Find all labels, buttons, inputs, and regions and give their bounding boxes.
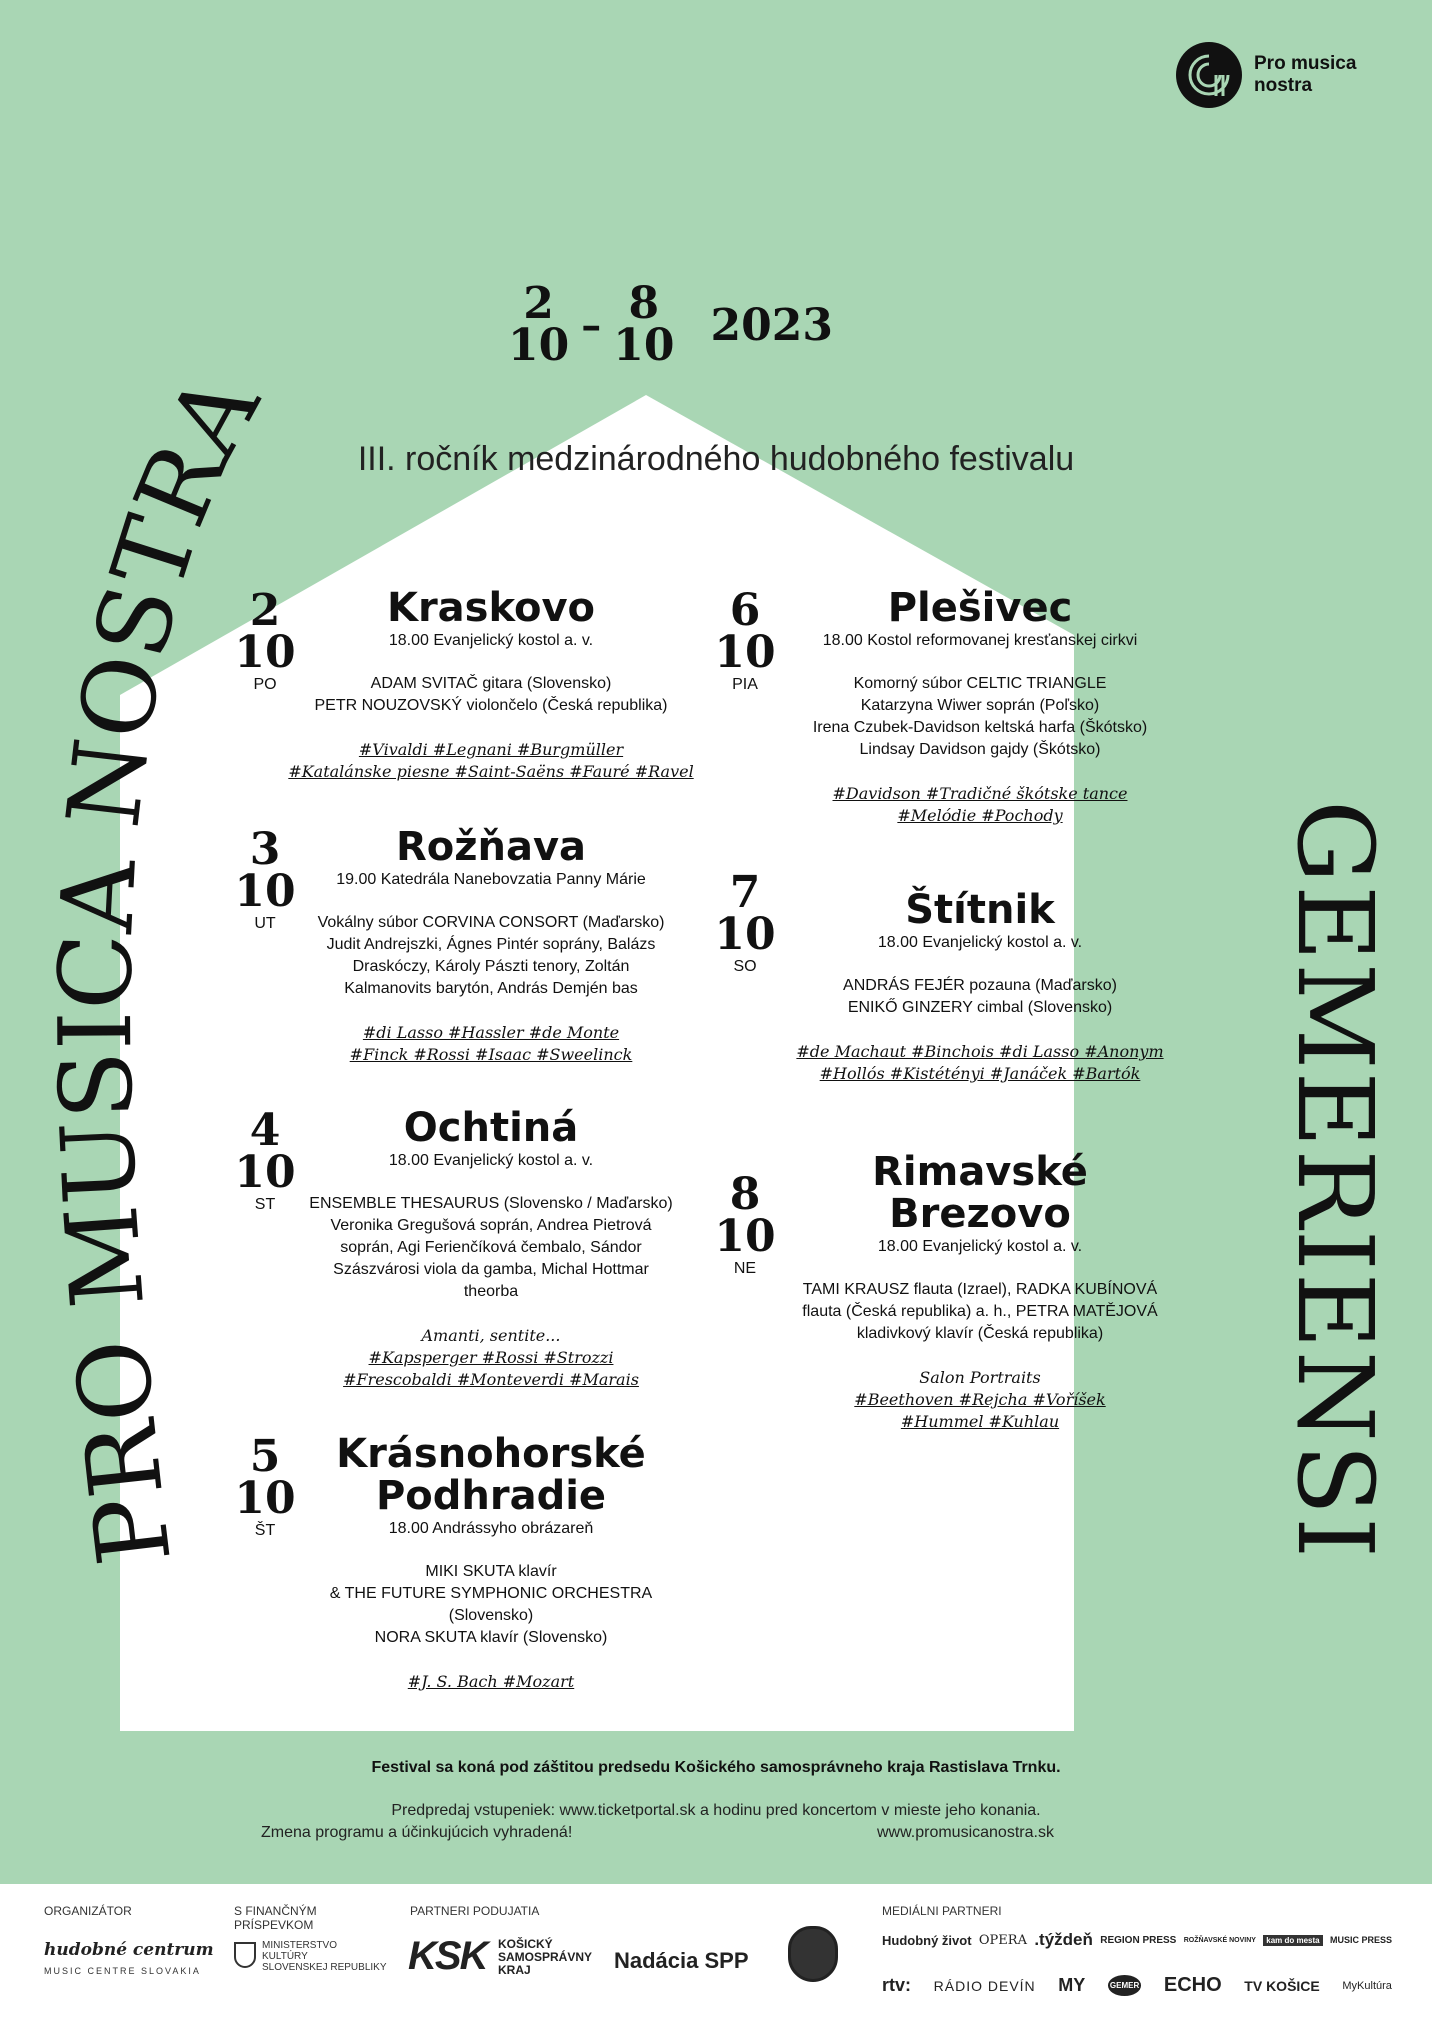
performer-line: PETR NOUZOVSKÝ violončelo (Česká republika) (314, 697, 668, 714)
event-place: Krásnohorské Podhradie (336, 1431, 646, 1519)
event-date (710, 1169, 780, 1279)
media-logo: GEMER (1108, 1975, 1141, 1996)
event-plesivec (714, 585, 1190, 827)
media-logo: RÁDIO DEVÍN (933, 1977, 1036, 1994)
media-logo: rtv: (882, 1975, 912, 1995)
event-place: Štítnik (905, 887, 1055, 933)
day: 4 (249, 1105, 281, 1156)
program-title: Amanti, sentite... (421, 1326, 561, 1345)
start-day: 2 (523, 278, 554, 329)
performer-line: Lindsay Davidson gajdy (Škótsko) (859, 741, 1101, 758)
performer-line: Kalmanovits barytón, András Demjén bas (344, 980, 638, 997)
performer-line: & THE FUTURE SYMPHONIC ORCHESTRA (329, 1585, 653, 1602)
patronage-note: Festival sa koná pod záštitou predsedu Košického samosprávneho kraja Rastislava Trnku. (371, 1759, 1061, 1776)
event-time: 18.00 Evanjelický kostol a. v. (388, 1152, 594, 1169)
performer-line: (Slovensko) (448, 1607, 534, 1624)
presale-note: Predpredaj vstupeniek: www.ticketportal.sk a hodinu pred koncertom v mieste jeho konania. (391, 1802, 1041, 1819)
peugeot-lion-icon (788, 1926, 838, 1982)
organizer-logo: hudobné centrum (44, 1940, 214, 1960)
weekday: NE (733, 1260, 757, 1277)
weekday: ST (254, 1196, 276, 1213)
start-date (508, 278, 570, 371)
media-label: MEDIÁLNI PARTNERI (882, 1904, 1002, 1918)
slovak-coat-of-arms-icon (234, 1942, 256, 1968)
tag-line: #Frescobaldi #Monteverdi #Marais (343, 1370, 639, 1389)
event-date (710, 867, 780, 977)
performer-line: ENSEMBLE THESAURUS (Slovensko / Maďarsko) (309, 1195, 673, 1212)
month: 10 (234, 866, 296, 917)
media-row-1 (882, 1930, 1392, 1950)
weekday: ŠT (254, 1522, 276, 1539)
performer-line: ADAM SVITAČ gitara (Slovensko) (370, 675, 612, 692)
partners-label: PARTNERI PODUJATIA (410, 1904, 540, 1918)
logo-line2: nostra (1254, 75, 1313, 96)
tag-line: #Vivaldi #Legnani #Burgmüller (358, 740, 624, 759)
performer-line: flauta (Česká republika) a. h., PETRA MATĚJOVÁ (802, 1303, 1158, 1320)
organizer-sub: MUSIC CENTRE SLOVAKIA (44, 1966, 201, 1976)
day: 6 (729, 585, 761, 636)
media-logo: ROŽŇAVSKÉ NOVINY (1183, 1936, 1256, 1944)
program-title: Salon Portraits (919, 1368, 1041, 1387)
performer-line: Judit Andrejszki, Ágnes Pintér soprány, Balázs (326, 936, 656, 953)
ksk-text: KOŠICKÝ SAMOSPRÁVNY KRAJ (498, 1937, 593, 1977)
arc-title-text: PRO MUSICA NOSTRA (36, 354, 283, 1572)
weekday: SO (733, 958, 757, 975)
event-time: 18.00 Evanjelický kostol a. v. (877, 1238, 1083, 1255)
media-logo: MUSIC PRESS (1329, 1935, 1392, 1945)
weekday: PIA (732, 676, 758, 693)
event-krasnohorske-podhradie (234, 1431, 696, 1693)
tag-line: #Davidson #Tradičné škótske tance (832, 784, 1128, 803)
performer-line: Veronika Gregušová soprán, Andrea Pietrová (330, 1217, 652, 1234)
side-title-text: GEMERIENSI (1274, 799, 1396, 1561)
event-time: 19.00 Katedrála Nanebovzatia Panny Márie (336, 871, 646, 888)
start-month: 10 (508, 320, 570, 371)
ministry-logo: MINISTERSTVO KULTÚRY SLOVENSKEJ REPUBLIKY (262, 1940, 387, 1973)
date-dash: – (581, 301, 602, 349)
end-month: 10 (613, 320, 675, 371)
media-logo: Hudobný život (882, 1932, 972, 1948)
performer-line: NORA SKUTA klavír (Slovensko) (374, 1629, 608, 1646)
tag-line: #de Machaut #Binchois #di Lasso #Anonym (796, 1042, 1164, 1061)
performer-line: Irena Czubek-Davidson keltská harfa (Škótsko) (812, 719, 1148, 736)
organizer-label: ORGANIZÁTOR (44, 1904, 132, 1918)
event-place: Ochtiná (403, 1105, 579, 1151)
performer-line: soprán, Agi Ferienčíková čembalo, Sándor (340, 1239, 642, 1256)
media-row-2 (882, 1974, 1392, 1997)
event-time: 18.00 Evanjelický kostol a. v. (388, 632, 594, 649)
event-date (710, 585, 780, 695)
support-label: S FINANČNÝM PRÍSPEVKOM (234, 1904, 317, 1932)
tag-line: #di Lasso #Hassler #de Monte (362, 1023, 620, 1042)
media-logo: MyKultúra (1342, 1979, 1392, 1992)
media-logo: kam do mesta (1263, 1935, 1322, 1946)
day: 8 (729, 1169, 761, 1220)
tag-line: #Hummel #Kuhlau (900, 1412, 1060, 1431)
logo-mark-icon (1176, 42, 1242, 108)
performer-line: Draskóczy, Károly Pászti tenory, Zoltán (352, 958, 630, 975)
logo-line1: Pro musica (1254, 53, 1357, 74)
month: 10 (234, 1147, 296, 1198)
event-kraskovo (234, 585, 696, 783)
media-logo: MY (1058, 1975, 1086, 1995)
day: 3 (249, 824, 281, 875)
year: 2023 (710, 299, 833, 351)
tag-line: #Melódie #Pochody (897, 806, 1063, 825)
website-link[interactable]: www.promusicanostra.sk (877, 1824, 1054, 1841)
event-time: 18.00 Andrássyho obrázareň (388, 1520, 594, 1537)
tag-line: #Finck #Rossi #Isaac #Sweelinck (349, 1045, 633, 1064)
end-date (613, 278, 675, 371)
event-stitnik (714, 867, 1190, 1085)
media-logo: TV KOŠICE (1244, 1977, 1320, 1994)
day: 7 (729, 867, 761, 918)
event-place: Rožňava (395, 824, 587, 870)
performer-line: ANDRÁS FEJÉR pozauna (Maďarsko) (843, 977, 1117, 994)
event-place: Kraskovo (386, 585, 596, 631)
event-time: 18.00 Kostol reformovanej kresťanskej cirkvi (822, 632, 1138, 649)
day: 2 (249, 585, 281, 636)
event-rimavske-brezovo (714, 1149, 1190, 1433)
tag-line: #Kapsperger #Rossi #Strozzi (368, 1348, 614, 1367)
partners-bar (0, 1884, 1432, 2024)
media-logo: .týždeň (1034, 1930, 1093, 1949)
tag-line: #Katalánske piesne #Saint-Saëns #Fauré #Ravel (288, 762, 694, 781)
performer-line: Vokálny súbor CORVINA CONSORT (Maďarsko) (317, 914, 665, 931)
event-place: Rimavské Brezovo (872, 1149, 1088, 1237)
performer-line: Komorný súbor CELTIC TRIANGLE (853, 675, 1107, 692)
spp-foundation-logo: Nadácia SPP (614, 1948, 749, 1973)
tag-line: #J. S. Bach #Mozart (407, 1672, 575, 1691)
month: 10 (234, 1473, 296, 1524)
side-title (1270, 690, 1400, 1670)
month: 10 (714, 1211, 776, 1262)
media-logo: OPERA (978, 1932, 1027, 1948)
event-time: 18.00 Evanjelický kostol a. v. (877, 934, 1083, 951)
media-logo: REGION PRESS (1100, 1934, 1177, 1946)
end-day: 8 (628, 278, 660, 329)
event-roznava (234, 824, 696, 1066)
event-date (230, 824, 300, 934)
tag-line: #Hollós #Kistétényi #Janáček #Bartók (819, 1064, 1141, 1083)
festival-dates (508, 278, 833, 371)
performer-line: theorba (463, 1283, 519, 1300)
festival-logo (1176, 42, 1356, 108)
weekday: UT (254, 915, 276, 932)
performer-line: MIKI SKUTA klavír (425, 1563, 557, 1580)
day: 5 (249, 1431, 281, 1482)
event-date (230, 1431, 300, 1541)
performer-line: Szászvárosi viola da gamba, Michal Hottmar (333, 1261, 649, 1278)
event-date (230, 1105, 300, 1215)
media-logo: ECHO (1163, 1974, 1222, 1996)
event-place: Plešivec (887, 585, 1073, 631)
edition-subtitle: III. ročník medzinárodného hudobného festivalu (357, 440, 1075, 478)
weekday: PO (253, 676, 277, 693)
change-note: Zmena programu a účinkujúcich vyhradená! (261, 1824, 573, 1841)
event-ochtina (234, 1105, 696, 1391)
month: 10 (714, 909, 776, 960)
performer-line: ENIKŐ GINZERY cimbal (Slovensko) (847, 999, 1113, 1016)
ksk-logo: KSK (408, 1934, 487, 1978)
tag-line: #Beethoven #Rejcha #Voříšek (854, 1390, 1106, 1409)
event-date (230, 585, 300, 695)
performer-line: Katarzyna Wiwer soprán (Poľsko) (860, 697, 1100, 714)
performer-line: TAMI KRAUSZ flauta (Izrael), RADKA KUBÍNOVÁ (802, 1281, 1158, 1298)
month: 10 (714, 627, 776, 678)
month: 10 (234, 627, 296, 678)
performer-line: kladivkový klavír (Česká republika) (856, 1325, 1104, 1342)
